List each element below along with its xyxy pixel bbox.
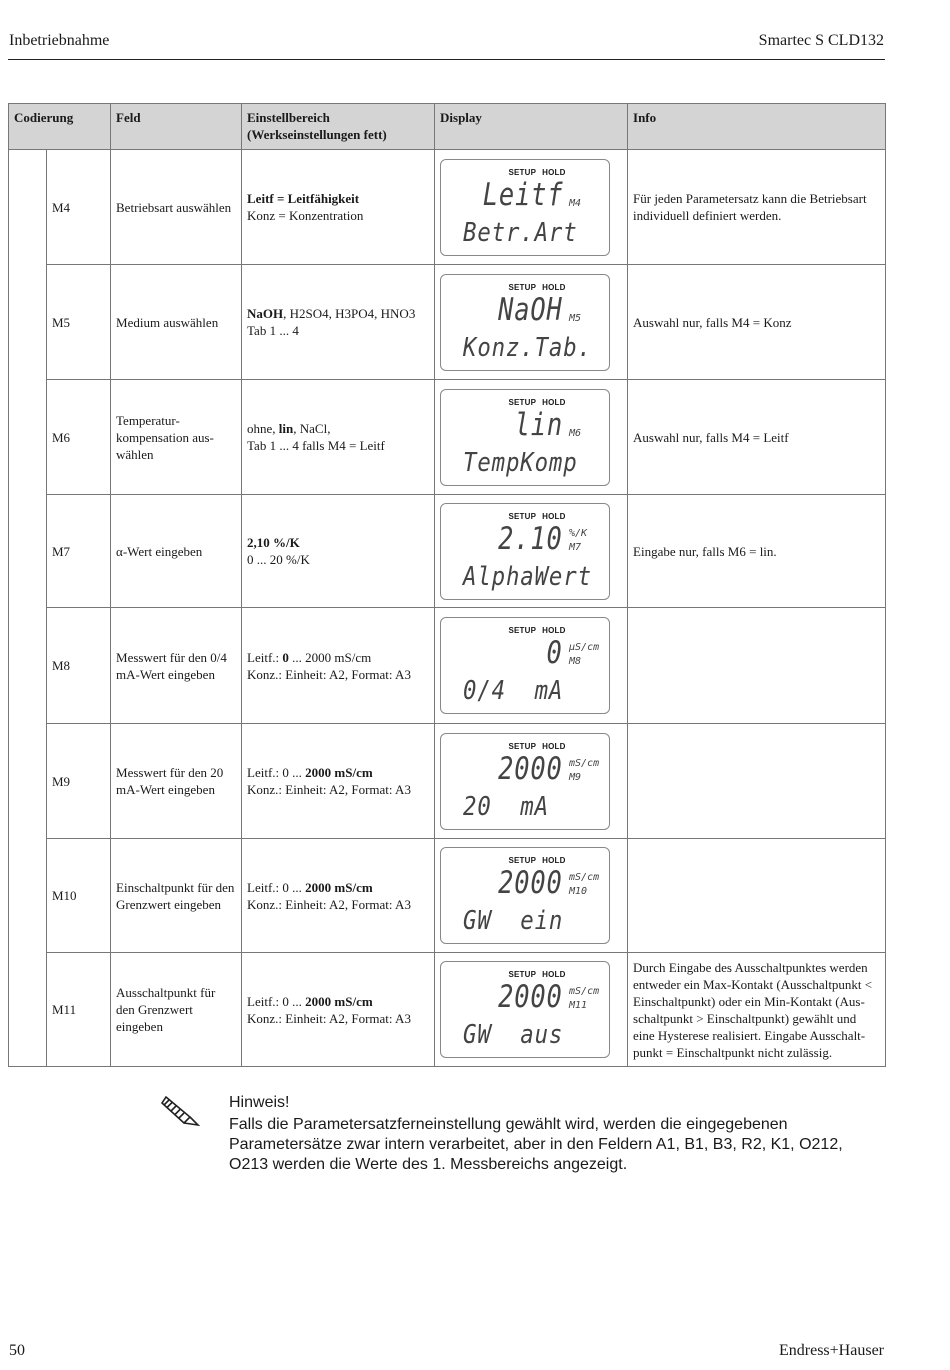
feld-cell: Messwert für den 20 mA-Wert eingeben <box>111 724 242 839</box>
table-row <box>9 724 886 839</box>
lcd-display <box>440 617 610 714</box>
feld-cell: Einschaltpunkt für den Grenzwert eingeben <box>111 839 242 953</box>
range-text: Leitf.: 0 ... <box>247 879 306 895</box>
range-bold: 2,10 %/K <box>247 535 300 550</box>
range-text: Leitf.: <box>247 649 283 665</box>
table-row <box>9 380 886 495</box>
range-line <box>247 666 429 683</box>
feld-cell: Messwert für den 0/4 mA-Wert eingeben <box>111 608 242 724</box>
range-line <box>247 1010 429 1027</box>
lcd-display <box>440 503 610 600</box>
display-cell <box>435 495 628 608</box>
lcd-code: M4 <box>569 197 582 209</box>
range-line <box>247 649 429 666</box>
table-header-row <box>9 104 886 150</box>
range-text: Tab 1 ... 4 falls M4 = Leitf <box>247 438 385 453</box>
note-body: Falls die Parametersatzferneinstellung gewählt wird, werden die eingegebenen Parametersätze zwar intern verarbeitet, aber in den Feldern A1, B1, B3, R2, K1, O212, O213 werden die Werte des 1. Messbereichs angezeigt. <box>229 1116 843 1173</box>
lcd-value: 0 <box>546 635 564 671</box>
range-bold: 0 <box>282 649 289 665</box>
lcd-value: Leitf <box>482 176 564 213</box>
lcd-hold-tag: HOLD <box>542 626 566 635</box>
info-cell: Für jeden Parametersatz kann die Betriebsart individuell definiert werden. <box>628 150 886 265</box>
lcd-unit: µS/cm <box>569 642 600 653</box>
range-line <box>247 764 429 781</box>
lcd-value: NaOH <box>498 291 564 328</box>
lcd-display <box>440 274 610 371</box>
range-text: ... 2000 mS/cm <box>288 649 372 665</box>
display-cell <box>435 265 628 380</box>
range-cell <box>242 265 435 380</box>
note-title: Hinweis! <box>229 1094 290 1111</box>
header-feld: Feld <box>111 104 242 150</box>
lcd-hold-tag: HOLD <box>542 856 566 865</box>
product-name: Smartec S CLD132 <box>758 32 884 49</box>
range-line <box>247 190 429 207</box>
lcd-text: Konz.Tab. <box>463 332 592 363</box>
table-row <box>9 150 886 265</box>
feld-cell: Ausschaltpunkt für den Grenzwert eingeben <box>111 953 242 1067</box>
table-row <box>9 953 886 1067</box>
range-line <box>247 534 429 551</box>
range-line <box>247 420 429 437</box>
lcd-display <box>440 159 610 256</box>
lcd-unit: %/K <box>569 527 588 539</box>
parameter-table <box>8 103 886 1067</box>
range-cell <box>242 150 435 265</box>
lcd-code: M5 <box>569 312 582 324</box>
range-cell <box>242 380 435 495</box>
range-line <box>247 781 429 798</box>
page-number: 50 <box>9 1342 25 1359</box>
range-cell <box>242 495 435 608</box>
lcd-setup-tag: SETUP <box>508 397 537 407</box>
code-cell: M8 <box>47 608 111 724</box>
lcd-code: M6 <box>569 427 582 439</box>
lcd-display <box>440 847 610 944</box>
lcd-unit: mS/cm <box>569 757 600 769</box>
lcd-text: 20 mA <box>463 791 549 822</box>
range-bold: 2000 mS/cm <box>305 765 373 780</box>
range-text: Leitf.: 0 ... <box>247 765 306 780</box>
brand-name: Endress+Hauser <box>779 1342 884 1359</box>
range-line <box>247 993 429 1010</box>
feld-cell: Betriebsart auswählen <box>111 150 242 265</box>
info-cell: Durch Eingabe des Ausschaltpunktes werden entweder ein Max-Kontakt (Ausschaltpunkt < Einschaltpunkt) oder ein Min-Kontakt (Aus-schaltpunkt > Einschaltpunkt) gewählt und eine Hysterese realisiert. Eingabe Ausschalt-punkt = Einschaltpunkt nicht zulässig. <box>628 953 886 1067</box>
lcd-display <box>440 733 610 830</box>
header-einstell-line1: Einstellbereich <box>247 110 330 125</box>
range-text: Konz.: Einheit: A2, Format: A3 <box>247 782 411 797</box>
code-cell: M4 <box>47 150 111 265</box>
range-line <box>247 879 429 896</box>
lcd-setup-tag: SETUP <box>508 511 537 521</box>
code-cell: M10 <box>47 839 111 953</box>
lcd-display <box>440 961 610 1058</box>
lcd-code: M10 <box>569 886 588 897</box>
range-text: 0 ... 20 %/K <box>247 552 310 567</box>
lcd-hold-tag: HOLD <box>542 282 566 292</box>
table-row <box>9 265 886 380</box>
lcd-text: TempKomp <box>463 447 578 478</box>
range-text: ohne, <box>247 421 279 436</box>
range-bold: lin <box>278 421 294 436</box>
display-cell <box>435 150 628 265</box>
lcd-code: M7 <box>569 541 582 553</box>
display-cell <box>435 953 628 1067</box>
info-cell: Auswahl nur, falls M4 = Konz <box>628 265 886 380</box>
display-cell <box>435 724 628 839</box>
info-cell <box>628 608 886 724</box>
range-text: , H2SO4, H3PO4, HNO3 <box>283 306 416 321</box>
header-rule <box>8 59 885 60</box>
lcd-text: GW ein <box>463 906 564 936</box>
lcd-value: lin <box>514 406 564 443</box>
lcd-value: 2000 <box>498 979 564 1015</box>
lcd-setup-tag: SETUP <box>508 626 537 635</box>
lcd-setup-tag: SETUP <box>508 282 537 292</box>
feld-cell: α-Wert eingeben <box>111 495 242 608</box>
table-row <box>9 839 886 953</box>
feld-cell: Temperatur-kompensation aus-wählen <box>111 380 242 495</box>
lcd-text: Betr.Art <box>463 217 578 248</box>
range-text: Leitf.: 0 ... <box>247 993 306 1009</box>
lcd-setup-tag: SETUP <box>508 741 537 751</box>
info-cell <box>628 839 886 953</box>
lcd-unit: mS/cm <box>569 872 600 883</box>
range-bold: 2000 mS/cm <box>305 993 373 1009</box>
info-cell: Eingabe nur, falls M6 = lin. <box>628 495 886 608</box>
range-cell <box>242 953 435 1067</box>
lcd-code: M11 <box>569 1000 588 1011</box>
range-text: Konz.: Einheit: A2, Format: A3 <box>247 666 411 682</box>
lcd-value: 2000 <box>498 750 564 787</box>
code-cell: M7 <box>47 495 111 608</box>
pencil-note-icon <box>160 1093 204 1127</box>
range-cell <box>242 839 435 953</box>
lcd-display <box>440 389 610 486</box>
lcd-status-tags <box>441 622 609 639</box>
range-text: Konz = Konzentration <box>247 208 364 223</box>
range-text: Konz.: Einheit: A2, Format: A3 <box>247 1010 411 1026</box>
group-spacer-cell <box>9 150 47 1067</box>
range-line <box>247 551 429 568</box>
lcd-hold-tag: HOLD <box>542 397 566 407</box>
info-cell: Auswahl nur, falls M4 = Leitf <box>628 380 886 495</box>
lcd-unit: mS/cm <box>569 986 600 997</box>
lcd-value: 2000 <box>498 865 564 901</box>
lcd-text: 0/4 mA <box>463 676 564 706</box>
range-line <box>247 896 429 913</box>
code-cell: M9 <box>47 724 111 839</box>
display-cell <box>435 380 628 495</box>
header-info: Info <box>628 104 886 150</box>
display-cell <box>435 608 628 724</box>
range-text: , NaCl, <box>293 421 331 436</box>
lcd-text: GW aus <box>463 1020 564 1050</box>
range-line <box>247 322 429 339</box>
header-einstellbereich <box>242 104 435 150</box>
range-text: Tab 1 ... 4 <box>247 323 299 338</box>
range-line <box>247 207 429 224</box>
feld-cell: Medium auswählen <box>111 265 242 380</box>
range-line <box>247 305 429 322</box>
lcd-setup-tag: SETUP <box>508 167 537 177</box>
code-cell: M5 <box>47 265 111 380</box>
range-cell <box>242 608 435 724</box>
lcd-text: AlphaWert <box>463 561 592 592</box>
range-bold: NaOH <box>247 306 284 321</box>
table-row <box>9 608 886 724</box>
range-cell <box>242 724 435 839</box>
range-bold: Leitf = Leitfähigkeit <box>247 191 360 206</box>
lcd-setup-tag: SETUP <box>508 856 537 865</box>
range-text: Konz.: Einheit: A2, Format: A3 <box>247 896 411 912</box>
header-display: Display <box>435 104 628 150</box>
lcd-hold-tag: HOLD <box>542 167 566 177</box>
lcd-hold-tag: HOLD <box>542 970 566 979</box>
header-einstell-line2: (Werkseinstellungen fett) <box>247 127 387 142</box>
lcd-code: M8 <box>569 656 582 667</box>
info-cell <box>628 724 886 839</box>
display-cell <box>435 839 628 953</box>
code-cell: M6 <box>47 380 111 495</box>
section-title: Inbetriebnahme <box>9 32 110 49</box>
range-bold: 2000 mS/cm <box>305 879 373 895</box>
lcd-hold-tag: HOLD <box>542 511 566 521</box>
header-codierung: Codierung <box>9 104 111 150</box>
code-cell: M11 <box>47 953 111 1067</box>
lcd-setup-tag: SETUP <box>508 970 537 979</box>
table-row <box>9 495 886 608</box>
lcd-hold-tag: HOLD <box>542 741 566 751</box>
range-line <box>247 437 429 454</box>
lcd-value: 2.10 <box>498 520 564 557</box>
lcd-code: M9 <box>569 771 582 783</box>
